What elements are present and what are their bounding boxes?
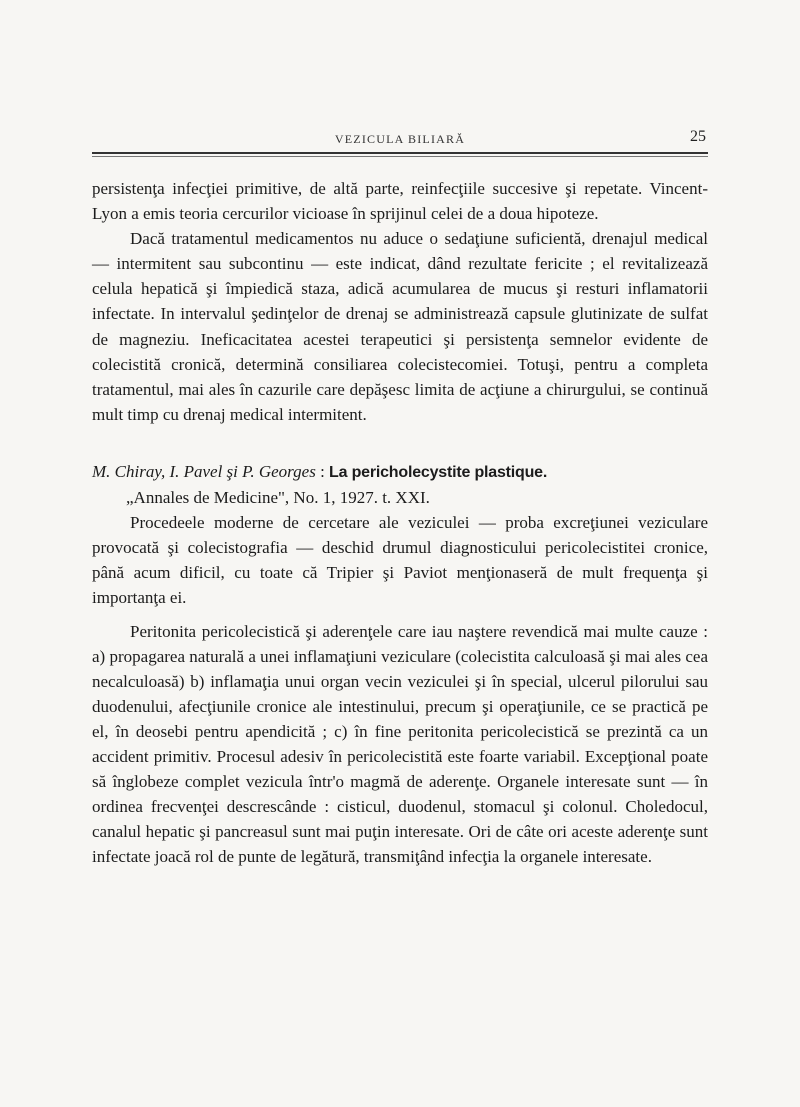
header-rule xyxy=(92,152,708,154)
paragraph-continued: persistenţa infecţiei primitive, de altă parte, reinfecţiile succesive şi repetate. Vincent-Lyon a emis teoria cercurilor vicioase în sprijinul celei de a doua hipoteze. xyxy=(92,179,708,224)
reference-heading xyxy=(92,459,708,485)
header-rule-thin xyxy=(92,156,708,157)
reference-authors: M. Chiray, I. Pavel şi P. Georges xyxy=(92,461,316,481)
paragraph-treatment: Dacă tratamentul medicamentos nu aduce o sedaţiune suficientă, drenajul medical — intermitent sau subcontinu — este indicat, dând rezultate fericite ; el revitalizează celula hepatică şi împiedică staza, adică acumularea de mucus şi resturi inflamatorii infectate. In intervalul şedinţelor de drenaj se administrează capsule glutinizate de sulfat de magneziu. Ineficacitatea acestei terapeutici şi persistenţa semnelor evidente de colecistită cronică, determină consiliarea colecistecomiei. Totuşi, pentru a completa tratamentul, mai ales în cazurile care depăşesc limita de acţiune a chirurgului, se continuă mult timp cu drenaj medical intermitent. xyxy=(92,229,708,424)
running-title: VEZICULA BILIARĂ xyxy=(334,132,466,146)
page-number: 25 xyxy=(690,128,706,145)
paragraph-peritonitis: Peritonita pericolecistică şi aderenţele care iau naştere revendică mai multe cauze : a) propagarea naturală a unei inflamaţiuni veziculare (colecistita calculoasă şi mai ales cea necalculoasă) b) inflamaţia unui organ vecin veziculei şi în special, ulcerul pilorului sau duodenului, afecţiunile cronice ale intestinului, precum şi operaţiunile, ce se practică pe el, în deosebi pentru apendicită ; c) în fine peritonita pericolecistică se prezintă ca un accident primitiv. Procesul adesiv în pericolecistită este foarte variabil. Excepţional poate să înglobeze complet vezicula într'o magmă de aderenţe. Organele interesate sunt — în ordinea frecvenţei descrescânde : cisticul, duodenul, stomacul şi colonul. Choledocul, canalul hepatic şi pancreasul sunt mai puţin interesate. Ori de câte ori aceste aderenţe sunt infectate joacă rol de punte de legătură, transmiţând infecţia la organele interesate. xyxy=(92,621,708,867)
reference-journal: „Annales de Medicine", No. 1, 1927. t. XXI. xyxy=(126,488,430,508)
reference-separator: : xyxy=(315,461,330,481)
paragraph-diagnosis: Procedeele moderne de cercetare ale veziculei — proba excreţiunei veziculare provocată şi colecistografia — deschid drumul diagnosticului pericolecistitei cronice, până acum dificil, cu toate că Tripier şi Paviot menţionaseră de mult frequenţa şi importanţa ei. xyxy=(92,513,708,608)
reference-title: La pericholecystite plastique. xyxy=(329,463,548,481)
page-body xyxy=(92,176,708,869)
